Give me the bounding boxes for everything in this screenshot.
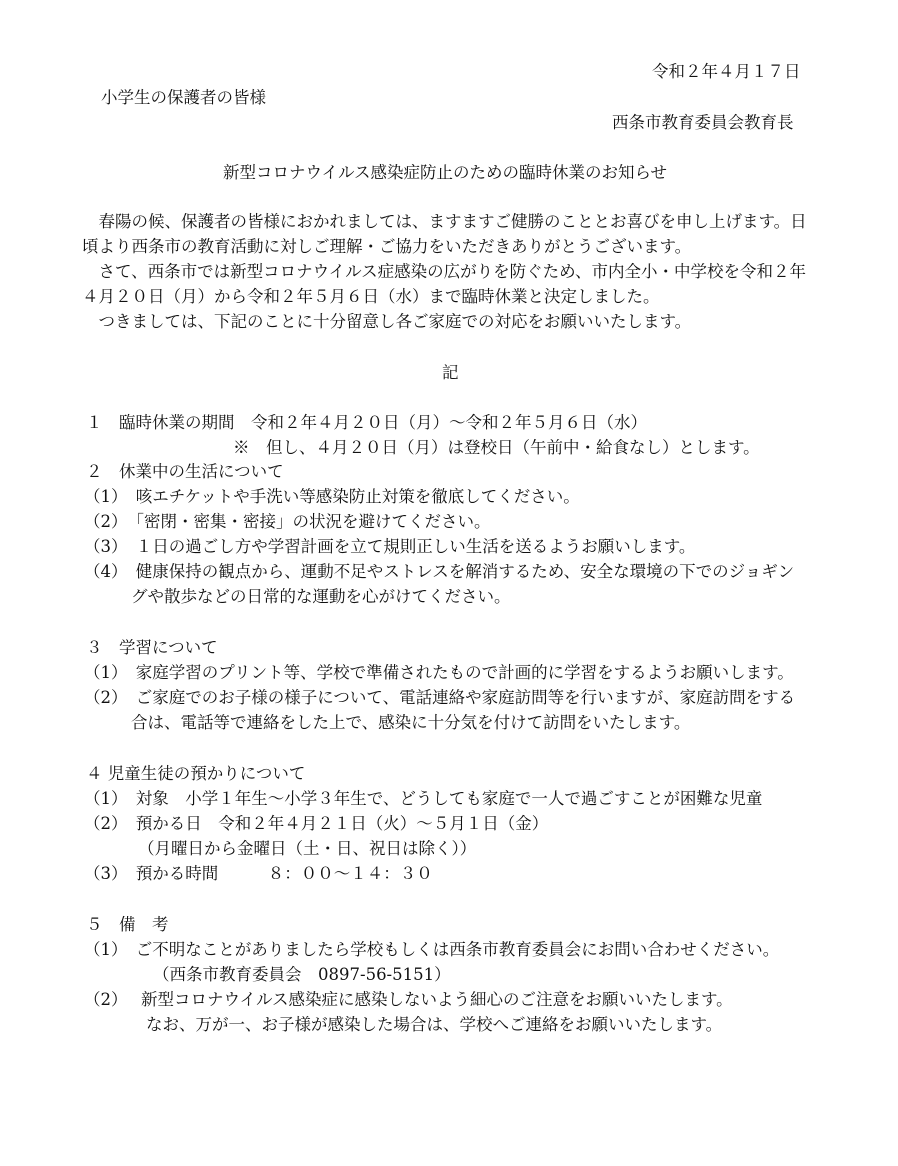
section-5-item-2-line-2: なお、万が一、お子様が感染した場合は、学校へご連絡をお願いいたします。 xyxy=(146,1015,723,1034)
section-2-heading: ２ 休業中の生活について xyxy=(86,462,284,481)
intro-paragraph-1-line-2: 頃より西条市の教育活動に対しご理解・ご協力をいただきありがとうございます。 xyxy=(82,237,692,256)
section-2-item-2: （2） 「密閉・密集・密接」の状況を避けてください。 xyxy=(84,512,491,531)
section-4-item-2-note: （月曜日から金曜日（土・日、祝日は除く）） xyxy=(138,839,477,858)
document-title: 新型コロナウイルス感染症防止のための臨時休業のお知らせ xyxy=(223,163,668,182)
section-4-item-1: （1） 対象 小学１年生～小学３年生で、どうしても家庭で一人で過ごすことが困難な児童 xyxy=(84,789,763,808)
section-4-item-2: （2） 預かる日 令和２年４月２１日（火）～５月１日（金） xyxy=(84,814,549,833)
section-3-item-2-line-2: 合は、電話等で連絡をした上で、感染に十分気を付けて訪問をいたします。 xyxy=(131,713,691,732)
section-2-item-4-line-2: グや散歩などの日常的な運動を心がけてください。 xyxy=(131,587,511,606)
ki-heading: 記 xyxy=(442,363,459,382)
intro-paragraph-2-line-1: さて、西条市では新型コロナウイルス症感染の広がりを防ぐため、市内全小・中学校を令和２年 xyxy=(82,262,807,281)
section-1-heading: １ 臨時休業の期間 令和２年４月２０日（月）～令和２年５月６日（水） xyxy=(86,413,647,432)
section-3-item-1: （1） 家庭学習のプリント等、学校で準備されたもので計画的に学習をするようお願いします。 xyxy=(84,663,794,682)
section-2-item-1: （1） 咳エチケットや手洗い等感染防止対策を徹底してください。 xyxy=(84,487,580,506)
intro-paragraph-2-line-2: ４月２０日（月）から令和２年５月６日（水）まで臨時休業と決定しました。 xyxy=(82,287,660,306)
intro-paragraph-1-line-1: 春陽の候、保護者の皆様におかれましては、ますますご健勝のこととお喜びを申し上げます。日 xyxy=(82,212,807,231)
section-4-heading: ４ 児童生徒の預かりについて xyxy=(86,764,306,783)
section-1-note: ※ 但し、４月２０日（月）は登校日（午前中・給食なし）とします。 xyxy=(233,438,760,457)
intro-paragraph-3: つきましては、下記のことに十分留意し各ご家庭での対応をお願いいたします。 xyxy=(82,312,692,331)
recipient-line: 小学生の保護者の皆様 xyxy=(101,88,266,107)
document-date: 令和２年４月１７日 xyxy=(652,62,801,81)
section-4-item-3: （3） 預かる時間 ８：００～１４：３０ xyxy=(84,864,433,883)
section-2-item-3: （3） １日の過ごし方や学習計画を立て規則正しい生活を送るようお願いします。 xyxy=(84,537,696,556)
section-5-item-1: （1） ご不明なことがありましたら学校もしくは西条市教育委員会にお問い合わせください。 xyxy=(84,940,780,959)
section-3-heading: ３ 学習について xyxy=(86,638,218,657)
section-5-item-2-line-1: （2） 新型コロナウイルス感染症に感染しないよう細心のご注意をお願いいたします。 xyxy=(84,990,733,1009)
section-3-item-2-line-1: （2） ご家庭でのお子様の様子について、電話連絡や家庭訪問等を行いますが、家庭訪問をする xyxy=(84,688,796,707)
section-5-item-1-note: （西条市教育委員会 0897-56-5151） xyxy=(153,965,451,984)
sender-line: 西条市教育委員会教育長 xyxy=(612,113,794,132)
section-5-heading: ５ 備 考 xyxy=(86,915,169,934)
section-2-item-4-line-1: （4） 健康保持の観点から、運動不足やストレスを解消するため、安全な環境の下でのジョギン xyxy=(84,562,795,581)
